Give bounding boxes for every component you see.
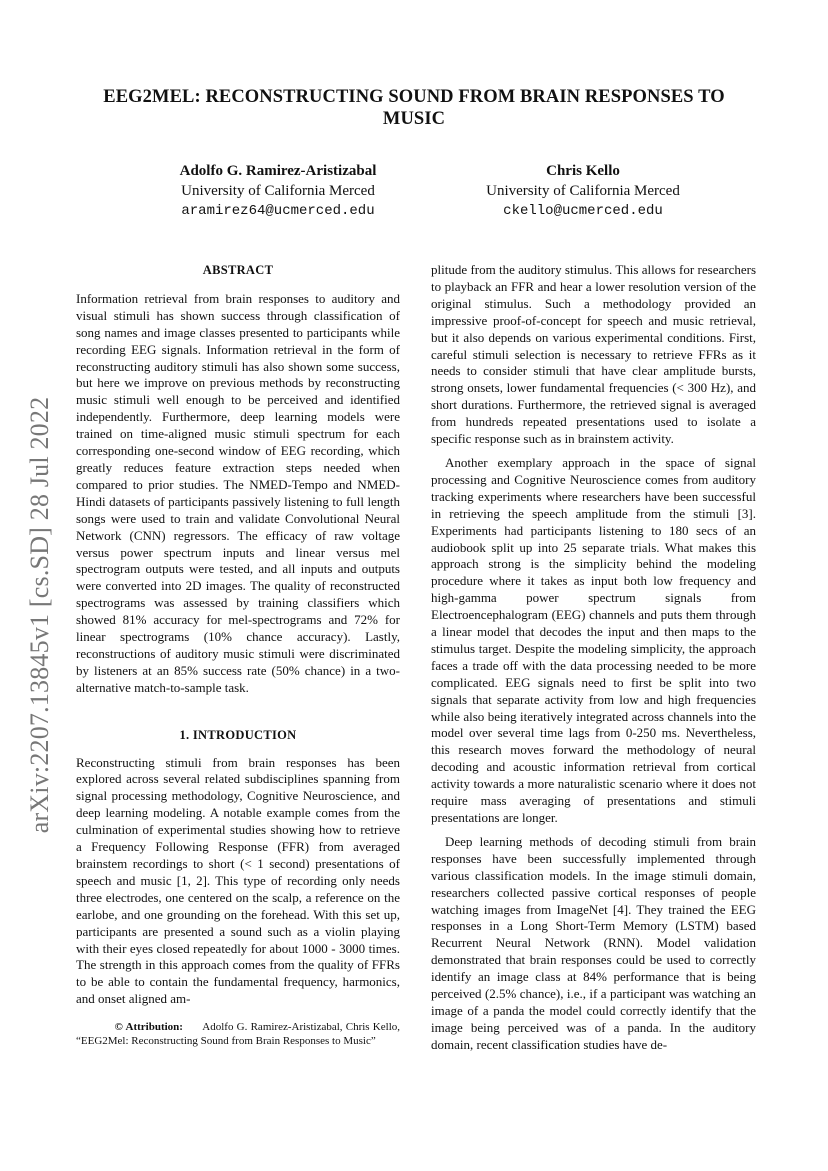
footnote-text: Adolfo G. Ramirez-Aristizabal, Chris Kello, “EEG2Mel: Reconstructing Sound from Brain Responses to Music” — [76, 1021, 400, 1047]
arxiv-sidebar — [20, 375, 60, 855]
author-block — [138, 161, 418, 221]
abstract-text: Information retrieval from brain responses to auditory and visual stimuli has shown success through classification of song names and image classes presented to participants while recording EEG signals. Information retrieval in the form of reconstructing auditory stimuli has also shown some success, but here we improve on previous methods by reconstructing music stimuli well enough to be perceived and identified independently. Furthermore, deep learning models were trained on time-aligned music stimuli spectrum for each corresponding one-second window of EEG recording, which greatly reduces feature extraction steps needed when compared to prior studies. The NMED-Tempo and NMED-Hindi datasets of participants passively listening to full length songs were used to train and validate Convolutional Neural Network (CNN) regressors. The efficacy of raw voltage versus power spectrum inputs and linear versus mel spectrogram outputs were tested, and all inputs and outputs were converted into 2D images. The quality of reconstructed spectrograms was assessed by training classifiers which showed 81% accuracy for mel-spectrograms and 72% for linear spectrograms (10% chance accuracy). Lastly, reconstructions of auditory music stimuli were discriminated by listeners at an 85% success rate (50% chance) in a two-alternative match-to-sample task. — [76, 290, 400, 695]
author-affiliation: University of California Merced — [486, 183, 680, 199]
body-paragraph-2: Another exemplary approach in the space of signal processing and Cognitive Neuroscience comes from auditory tracking experiments where researchers have been successful in retrieving the speech amplitude from the stimuli [3]. Experiments had participants listening to 180 secs of an audiobook split up into 25 separate trials. What makes this approach strong is the simplicity behind the modeling procedure where it takes as input both low frequency and high-gamma power spectrum signals from Electroencephalogram (EEG) channels and puts them through a linear model that decodes the input and then maps to the stimulus target. Despite the modeling simplicity, the approach faces a trade off with the data processing needed to be more complicated. EEG signals need to first be split into two signals that separate activity from low and high frequencies while also being iteratively integrated across channels into the model over several time lags from 0-250 ms. Nevertheless, this research moves forward the methodology of neural decoding and acoustic information retrieval from cortical activity towards a more naturalistic scenario where it does not require mass averaging of presentations and stimuli presentations are longer. — [431, 454, 756, 825]
arxiv-identifier[interactable]: arXiv:2207.13845v1 [cs.SD] 28 Jul 2022 — [25, 396, 54, 834]
author-block — [438, 161, 728, 221]
paper-title: EEG2MEL: RECONSTRUCTING SOUND FROM BRAIN RESPONSES TO MUSIC — [103, 87, 725, 129]
intro-paragraph-part-1: Reconstructing stimuli from brain responses has been explored across several related subdisciplines spanning from signal processing methodology, Cognitive Neuroscience, and deep learning modeling. A notable example comes from the culmination of experimental studies showing how to retrieve a Frequency Following Response (FFR) from averaged brainstem recordings to short (< 1 second) presentations of speech and music [1, 2]. This type of recording only needs three electrodes, one centered on the scalp, a reference on the earlobe, and one grounding on the forehead. With this set up, participants are presented a sound such as a violin playing with their eyes closed repeatedly for about 1000 - 3000 times. The strength in this approach comes from the quality of FFRs to be able to contain the fundamental frequency, harmonics, and onset aligned am- — [76, 754, 400, 1007]
author-name: Adolfo G. Ramirez-Aristizabal — [179, 163, 377, 179]
author-email[interactable]: aramirez64@ucmerced.edu — [181, 203, 375, 219]
right-column — [431, 262, 756, 1054]
left-column — [76, 262, 400, 1008]
abstract-heading: ABSTRACT — [202, 263, 274, 277]
body-paragraph-3: Deep learning methods of decoding stimuli from brain responses have been successfully implemented through various classification models. In the image stimuli domain, researchers collected passive cortical responses of people watching images from ImageNet [4]. They trained the EEG responses in a Long Short-Term Memory (LSTM) based Recurrent Neural Network (RNN). Model validation demonstrated that brain responses could be used to correctly identify an image class at 84% performance that is being perceived (2.5% chance), i.e., if a participant was watching an image of a panda the model could correctly identify that the image being perceived was of a panda. In the auditory domain, recent classification studies have de- — [431, 833, 756, 1052]
author-name: Chris Kello — [546, 163, 620, 179]
author-email[interactable]: ckello@ucmerced.edu — [503, 203, 663, 219]
author-affiliation: University of California Merced — [181, 183, 375, 199]
attribution-footnote — [76, 1020, 400, 1048]
intro-paragraph-part-2: plitude from the auditory stimulus. This allows for researchers to playback an FFR and hear a lower resolution version of the original stimulus. Such a methodology provided an impressive proof-of-concept for speech and music retrieval, but it also depends on various experimental conditions. First, careful stimuli selection is necessary to retrieve FFRs as it needs to consider stimuli that have clear amplitude bursts, strong onsets, lower fundamental frequencies (< 300 Hz), and short durations. Furthermore, the retrieved signal is averaged from hundreds repeated presentations used to isolate a specific response such as in brainstem activity. — [431, 262, 756, 447]
footnote-label: © Attribution: — [114, 1021, 183, 1033]
section-heading-introduction: 1. INTRODUCTION — [179, 727, 297, 742]
